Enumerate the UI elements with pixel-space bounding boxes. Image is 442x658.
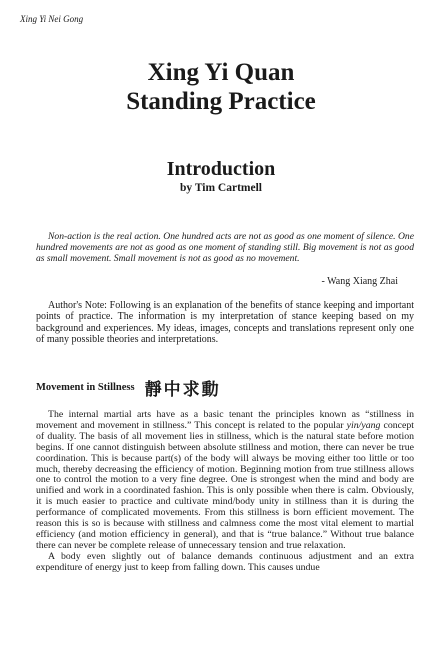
quote-attribution: - Wang Xiang Zhai (321, 276, 398, 287)
yin-yang-term: yin/yang (346, 419, 381, 431)
chapter-title-line-2: Standing Practice (126, 88, 316, 115)
section-heading-label: Movement in Stillness (36, 381, 135, 393)
author-note: Author's Note: Following is an explanation of the benefits of stance keeping and important points of practice. The information is my interpretation of stance keeping based on my background and experiences. My ideas, images, concepts and translations represent only one of many possible theories and interpretations. (36, 300, 414, 346)
epigraph-quote: Non-action is the real action. One hundred acts are not as good as one moment of silence. One hundred movements are not as good as one moment of standing still. Big movement is not as good as small movement. Small movement is not as good as no movement. (36, 231, 414, 265)
chapter-title-line-1: Xing Yi Quan (147, 59, 295, 86)
introduction-heading: Introduction (166, 158, 276, 180)
chapter-title (0, 58, 442, 116)
body-paragraph-2: A body even slightly out of balance demands continuous adjustment and an extra expenditure of energy just to keep from falling down. This causes undue (36, 550, 414, 573)
author-byline: by Tim Cartmell (180, 182, 262, 194)
section-heading-chinese: 靜中求動 (144, 379, 221, 400)
section-heading (36, 375, 221, 399)
running-header: Xing Yi Nei Gong (20, 14, 84, 24)
body-paragraph-1: The internal martial arts have as a basic tenant the principles known as “stillness in movement and movement in stillness.” This concept is related to the popular yin/yang concept of duality. The basis of all movement lies in stillness, which is the natural state before motion begins. If one cannot distinguish between absolute stillness and motion, there can never be true coordination. This is because part(s) of the body will always be moving either too little or too much, thereby decreasing the efficiency of motion. Beginning motion from true stillness allows one to control the motion to a very fine degree. One is strongest when the mind and body are unified and work in a coordinated fashion. This is only possible when there is calm. Obviously, it is much easier to practice and cultivate mind/body unity in stillness than it is during the performance of complicated movements. From this stillness is born efficient movement. The reason this is so is because with stillness and calmness come the most vital element to martial efficiency (and motion efficiency in general), and that is “true balance.” Without true balance there can never be complete release of unnecessary tension and true relaxation. (36, 409, 414, 551)
body-text (36, 410, 414, 574)
